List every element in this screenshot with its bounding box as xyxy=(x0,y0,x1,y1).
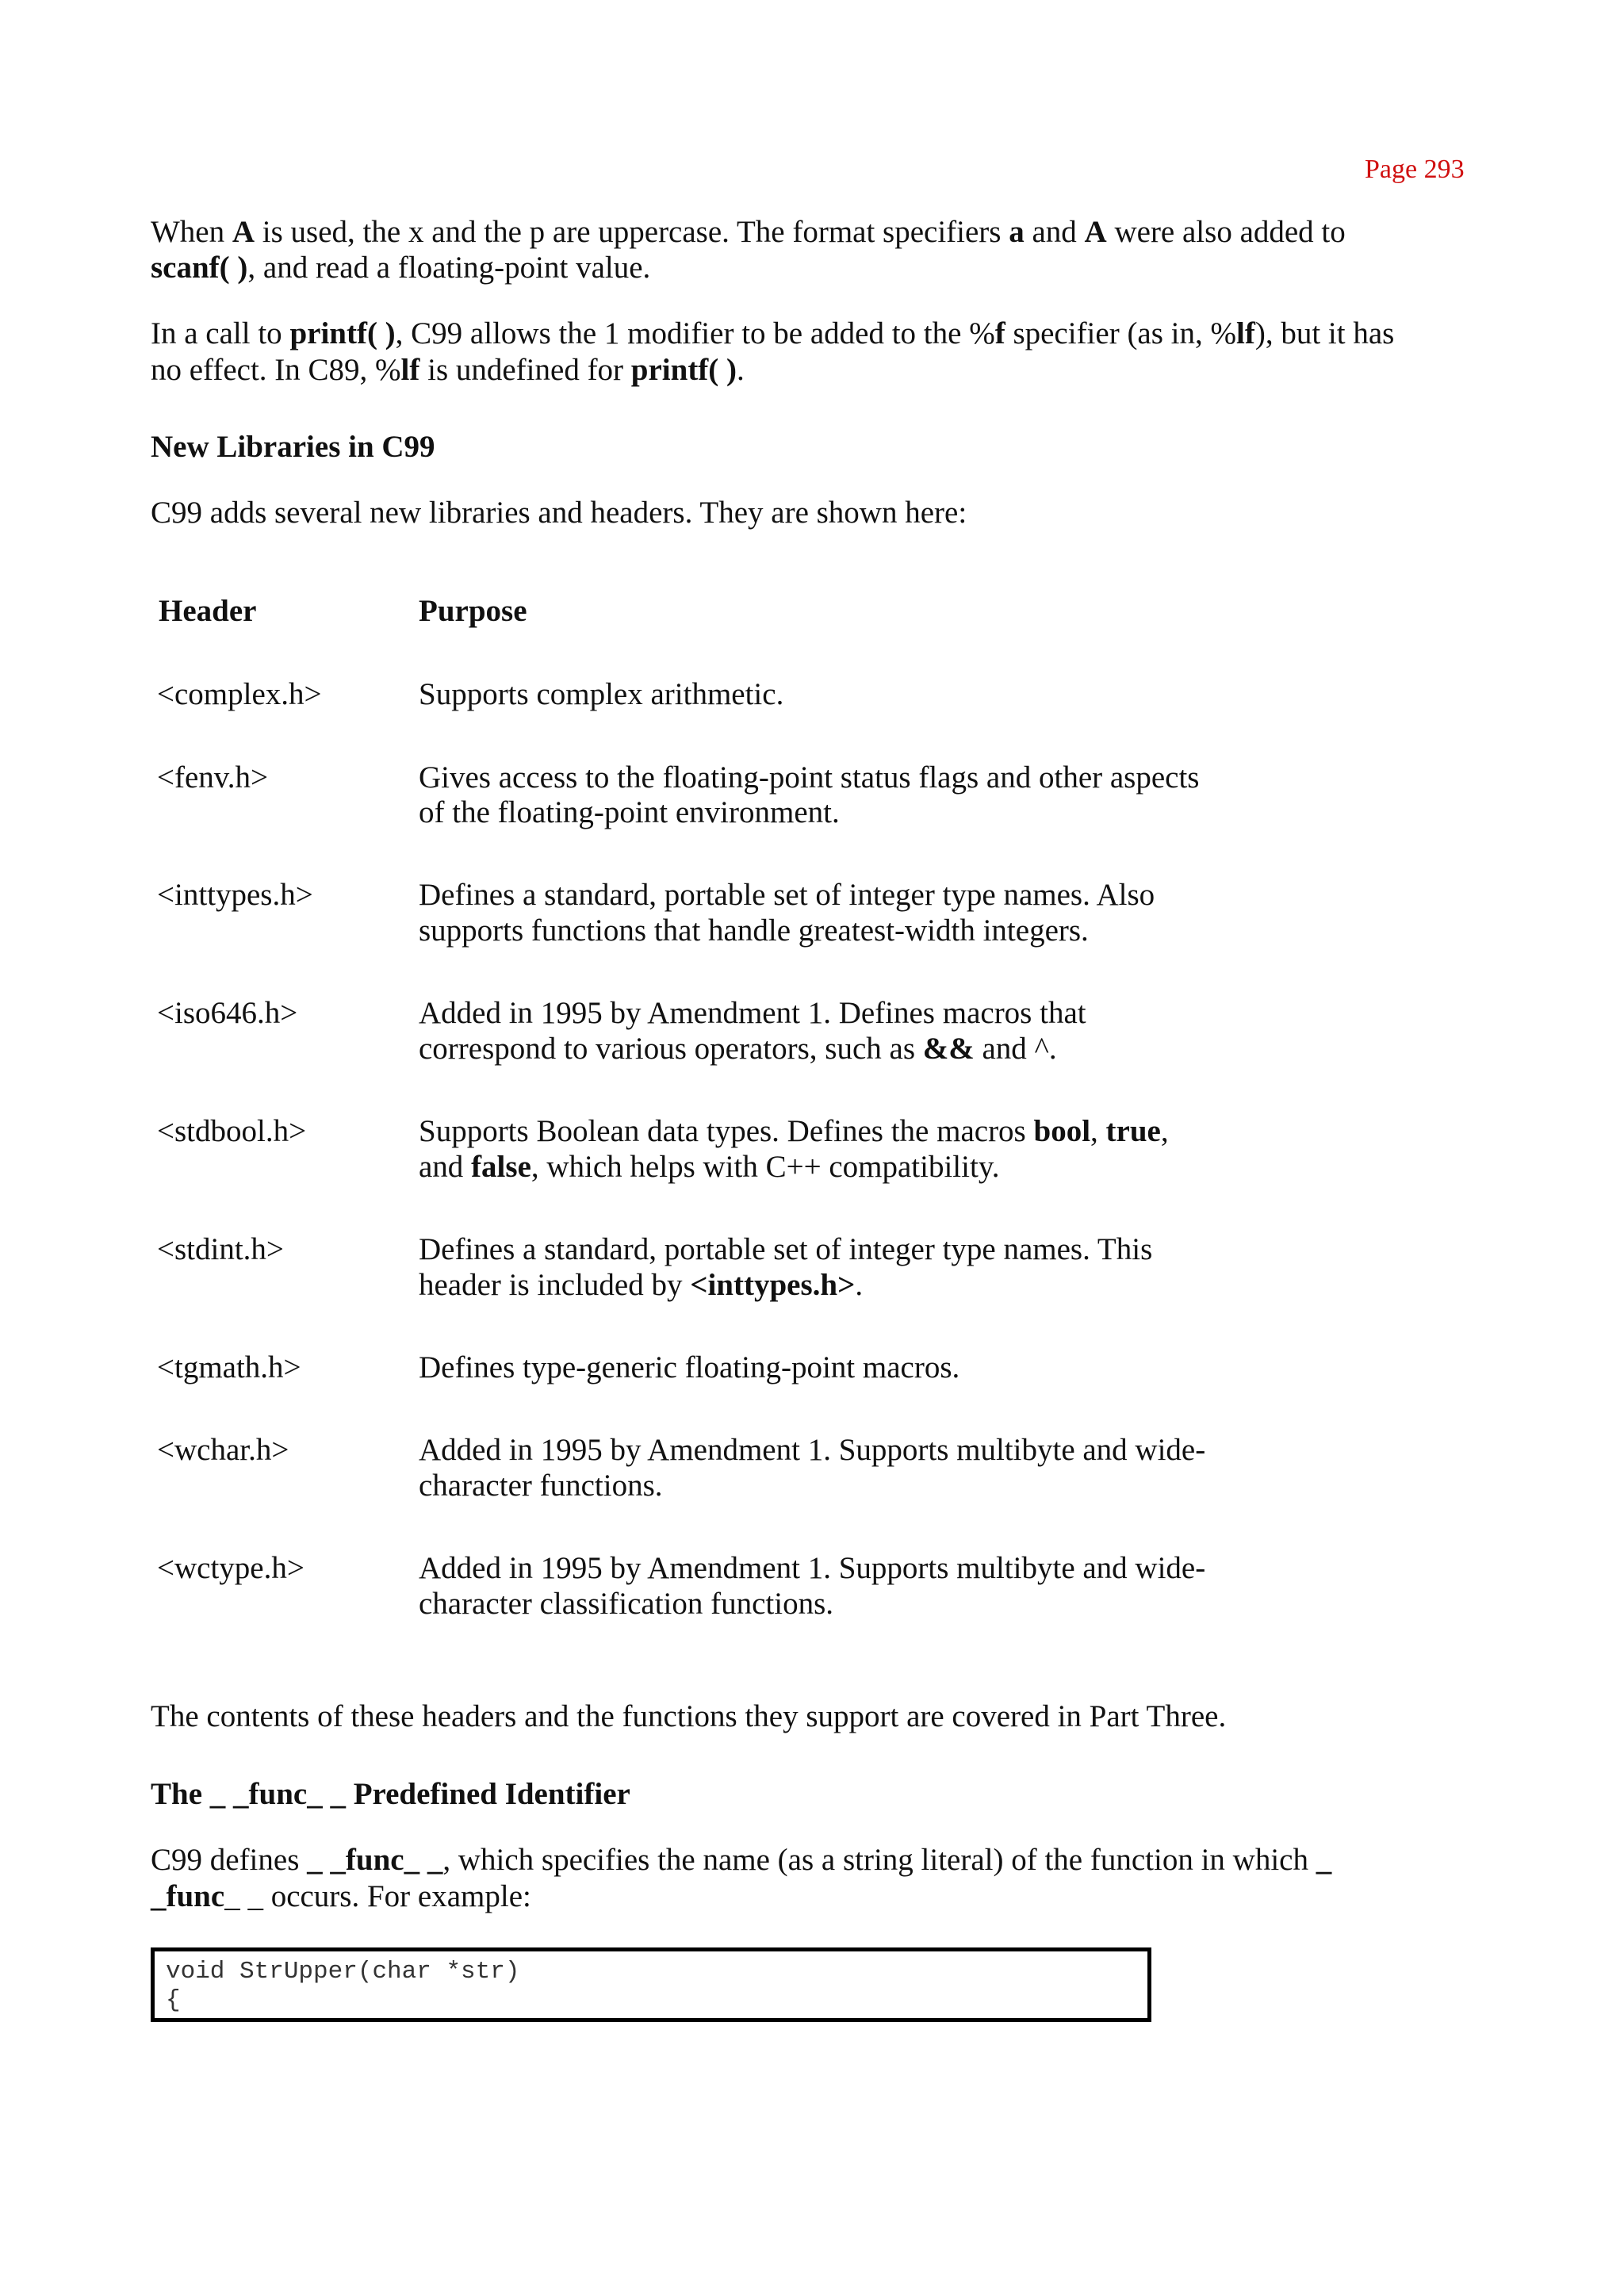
header-cell: <complex.h> xyxy=(157,677,322,711)
header-cell: <inttypes.h> xyxy=(157,878,313,912)
purpose-line: Defines a standard, portable set of integer type names. This xyxy=(419,1232,1153,1266)
section-intro: C99 adds several new libraries and headers. They are shown here: xyxy=(151,496,967,530)
header-cell: <wctype.h> xyxy=(157,1551,304,1585)
purpose-line: Added in 1995 by Amendment 1. Supports multibyte and wide- xyxy=(419,1433,1206,1467)
purpose-line: Defines type-generic floating-point macros. xyxy=(419,1350,960,1384)
header-cell: <tgmath.h> xyxy=(157,1350,301,1384)
purpose-line: character classification functions. xyxy=(419,1587,834,1621)
header-cell: <stdbool.h> xyxy=(157,1114,307,1148)
purpose-line: Added in 1995 by Amendment 1. Supports multibyte and wide- xyxy=(419,1551,1206,1585)
purpose-line: character functions. xyxy=(419,1469,663,1503)
paragraph-1-line-1: When A is used, the x and the p are uppercase. The format specifiers a and A were also added to xyxy=(151,215,1346,249)
purpose-line: supports functions that handle greatest-width integers. xyxy=(419,913,1089,948)
header-cell: <fenv.h> xyxy=(157,760,269,795)
code-line: void StrUpper(char *str) xyxy=(166,1958,520,1986)
page-number: Page 293 xyxy=(1365,155,1465,184)
purpose-line: Gives access to the floating-point status flags and other aspects xyxy=(419,760,1200,795)
purpose-line: Supports complex arithmetic. xyxy=(419,677,784,711)
code-line: { xyxy=(166,1986,181,2014)
paragraph-4-line-2: _func_ _ occurs. For example: xyxy=(151,1879,531,1913)
header-cell: <stdint.h> xyxy=(157,1232,284,1266)
paragraph-2-line-2: no effect. In C89, %lf is undefined for printf( ). xyxy=(151,353,745,387)
purpose-line: Defines a standard, portable set of integer type names. Also xyxy=(419,878,1155,912)
column-header-purpose: Purpose xyxy=(419,594,527,628)
header-cell: <iso646.h> xyxy=(157,996,298,1030)
paragraph-3: The contents of these headers and the functions they support are covered in Part Three. xyxy=(151,1699,1227,1733)
section-title-new-libraries: New Libraries in C99 xyxy=(151,430,435,464)
purpose-line: of the floating-point environment. xyxy=(419,795,840,829)
purpose-line: and false, which helps with C++ compatibility. xyxy=(419,1150,1000,1184)
paragraph-2-line-1: In a call to printf( ), C99 allows the 1 modifier to be added to the %f specifier (as in, %lf), but it has xyxy=(151,316,1395,350)
purpose-line: header is included by <inttypes.h>. xyxy=(419,1268,864,1302)
code-sample-box xyxy=(151,1947,1151,2022)
section-title-func-identifier: The _ _func_ _ Predefined Identifier xyxy=(151,1777,630,1811)
purpose-line: Supports Boolean data types. Defines the macros bool, true, xyxy=(419,1114,1169,1148)
purpose-line: Added in 1995 by Amendment 1. Defines macros that xyxy=(419,996,1086,1030)
header-cell: <wchar.h> xyxy=(157,1433,289,1467)
paragraph-1-line-2: scanf( ), and read a floating-point value. xyxy=(151,251,651,285)
purpose-line: correspond to various operators, such as && and ^. xyxy=(419,1032,1057,1066)
paragraph-4-line-1: C99 defines _ _func_ _, which specifies the name (as a string literal) of the function in which _ xyxy=(151,1843,1332,1877)
column-header-header: Header xyxy=(159,594,257,628)
